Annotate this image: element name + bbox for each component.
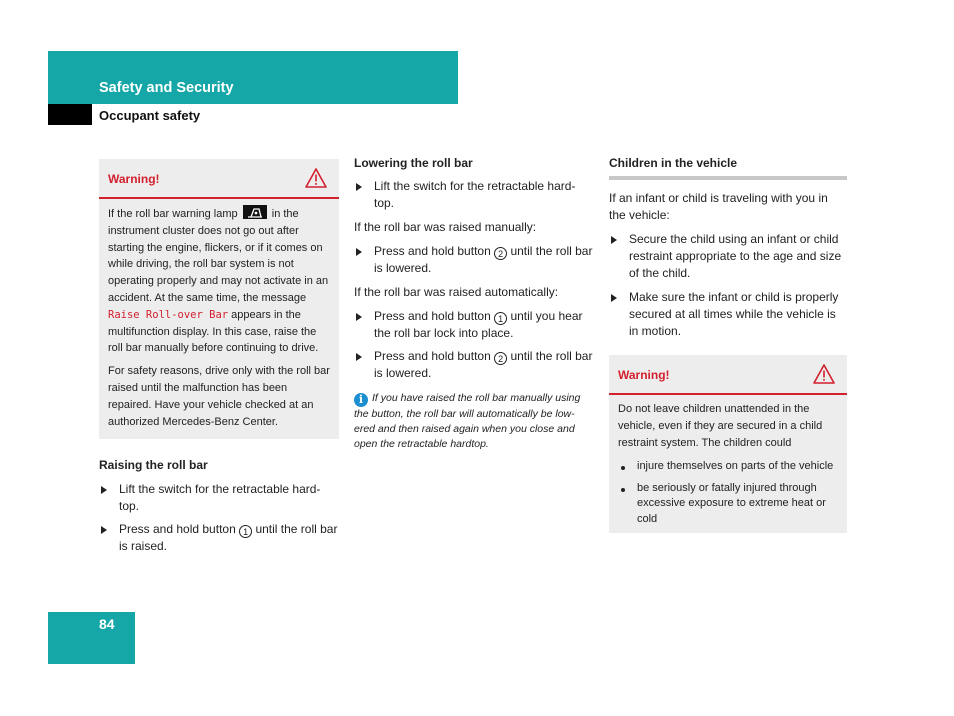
lower-step-1: Lift the switch for the retractable hard-top.	[354, 178, 594, 212]
button-number-icon: 2	[494, 352, 507, 365]
warning-header	[609, 355, 847, 395]
children-intro: If an infant or child is traveling with you in the vehicle:	[609, 191, 828, 222]
warning-label: Warning!	[618, 368, 670, 382]
button-number-icon: 1	[494, 312, 507, 325]
step-arrow-icon	[611, 236, 617, 244]
warning-body	[609, 395, 847, 533]
warning-triangle-icon	[305, 168, 327, 188]
button-number-icon: 2	[494, 247, 507, 260]
children-warning-box	[609, 355, 847, 533]
raise-step-2: Press and hold button 1 until the roll bar is raised.	[99, 521, 339, 555]
info-note: i If you have raised the roll bar manually using the button, the roll bar will automatically be low-ered and then raised again when you close and open the retractable hardtop.	[354, 392, 581, 451]
info-icon: i	[354, 393, 368, 407]
warning-triangle-icon	[813, 364, 835, 384]
column-2	[354, 155, 594, 453]
manual-intro: If the roll bar was raised manually:	[354, 220, 537, 234]
children-step-2: Make sure the infant or child is properly secured at all times while the vehicle is in motion.	[609, 289, 847, 340]
warning-label: Warning!	[108, 172, 160, 186]
section-title: Safety and Security	[99, 80, 234, 96]
auto-step-1: Press and hold button 1 until you hear the roll bar lock into place.	[354, 308, 594, 342]
raise-step-1: Lift the switch for the retractable hard-top.	[99, 481, 339, 515]
step-arrow-icon	[356, 183, 362, 191]
step-arrow-icon	[101, 486, 107, 494]
warning-body	[99, 199, 339, 439]
children-warning-text: Do not leave children unattended in the vehicle, even if they are secured in a child restraint system. The children could	[618, 403, 823, 449]
display-message: Raise Roll-over Bar	[108, 308, 229, 321]
warning-bullet: be seriously or fatally injured through excessive exposure to extreme heat or cold	[618, 481, 838, 528]
roll-bar-warning-lamp-icon	[243, 205, 267, 219]
section-tab-marker	[48, 104, 92, 125]
header-band	[48, 51, 458, 104]
manual-step: Press and hold button 2 until the roll bar is lowered.	[354, 243, 594, 277]
page-number-box	[48, 612, 135, 664]
warning-paragraph-2: For safety reasons, drive only with the roll bar raised until the malfunction has been repaired. Have your vehicle checked at an authorized Mercedes-Benz Center.	[108, 365, 330, 428]
raising-heading: Raising the roll bar	[99, 458, 208, 473]
step-arrow-icon	[101, 526, 107, 534]
step-arrow-icon	[611, 294, 617, 302]
warning-header	[99, 159, 339, 199]
column-1	[99, 159, 339, 555]
step-arrow-icon	[356, 313, 362, 321]
subsection-title: Occupant safety	[99, 108, 201, 123]
auto-intro: If the roll bar was raised automatically:	[354, 285, 559, 299]
warning-paragraph-1: If the roll bar warning lamp in the instrument cluster does not go out after starting the engine, flickers, or if it comes on while driving, the roll bar system is not operating properly and may not activate in an accident. At the same time, the message Raise Roll-over Bar appears in the multifunction display. In this case, raise the roll bar manually before continuing to drive.	[108, 205, 330, 357]
page-number: 84	[99, 616, 115, 632]
warning-bullet: injure themselves on parts of the vehicle	[618, 459, 838, 475]
step-arrow-icon	[356, 353, 362, 361]
children-heading: Children in the vehicle	[609, 155, 847, 180]
children-step-1: Secure the child using an infant or child restraint appropriate to the age and size of the child.	[609, 231, 847, 282]
button-number-icon: 1	[239, 525, 252, 538]
roll-bar-warning-box	[99, 159, 339, 439]
auto-step-2: Press and hold button 2 until the roll bar is lowered.	[354, 348, 594, 382]
column-3	[609, 155, 847, 533]
step-arrow-icon	[356, 248, 362, 256]
lowering-heading: Lowering the roll bar	[354, 156, 473, 170]
